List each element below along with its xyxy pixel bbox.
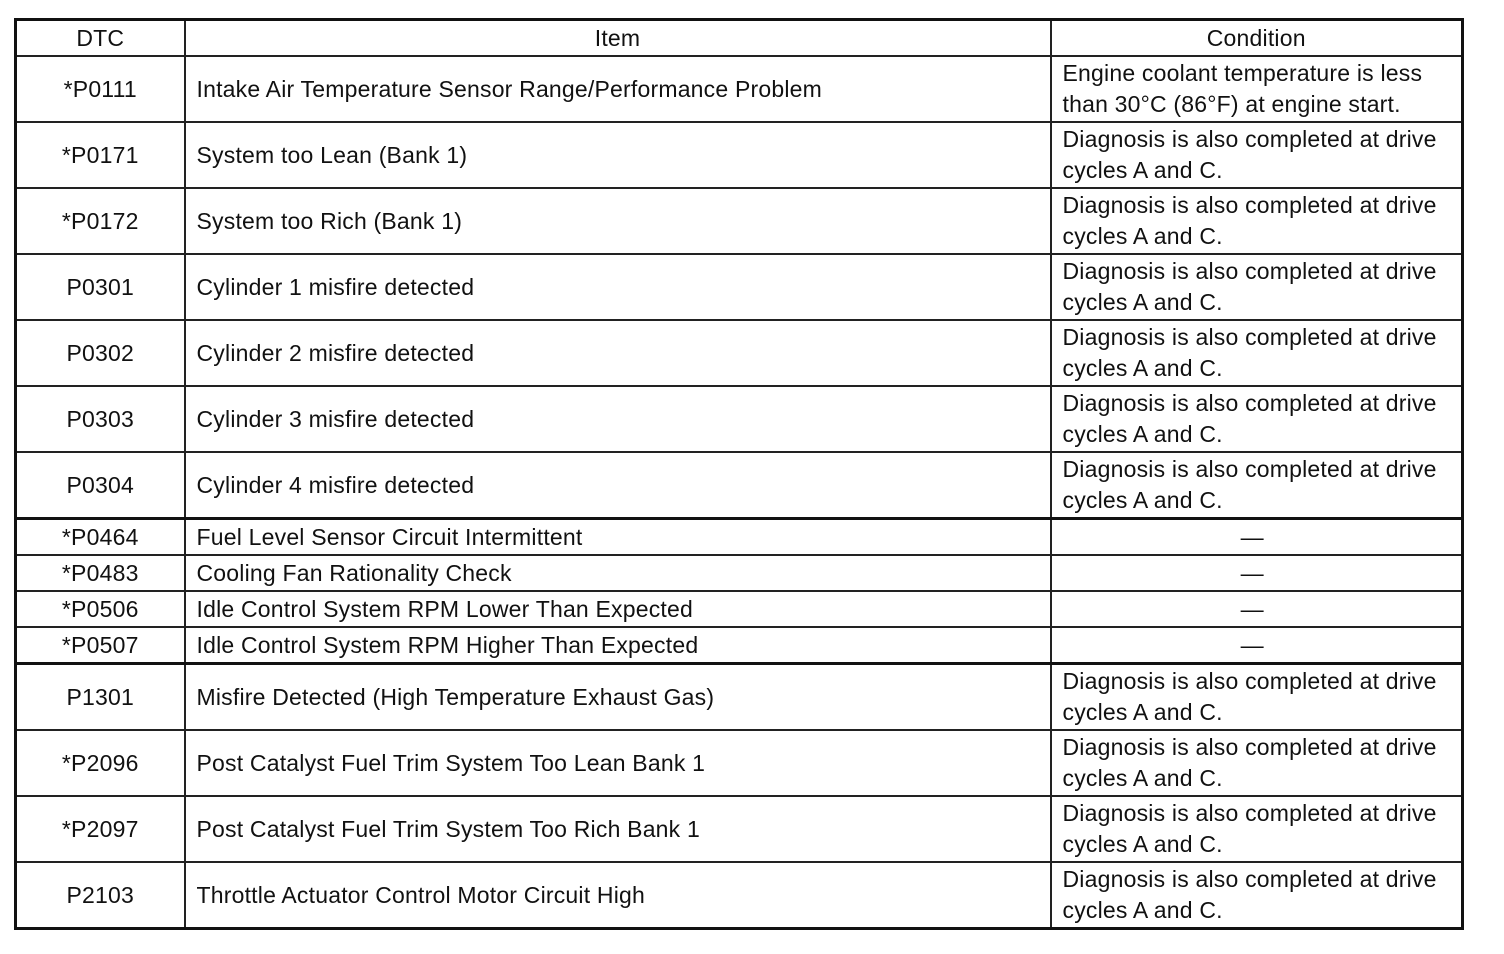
item-cell: Idle Control System RPM Higher Than Expected — [185, 627, 1051, 664]
table-row — [16, 56, 1463, 122]
dtc-cell: *P0171 — [16, 122, 185, 188]
dtc-cell: *P0172 — [16, 188, 185, 254]
header-item: Item — [185, 20, 1051, 57]
table-row — [16, 188, 1463, 254]
item-cell: Cylinder 1 misfire detected — [185, 254, 1051, 320]
condition-cell: Diagnosis is also completed at drive cycles A and C. — [1051, 386, 1463, 452]
table-row — [16, 320, 1463, 386]
item-cell: Cooling Fan Rationality Check — [185, 555, 1051, 591]
table-row — [16, 254, 1463, 320]
item-cell: Cylinder 3 misfire detected — [185, 386, 1051, 452]
table-row — [16, 862, 1463, 929]
condition-cell: — — [1051, 591, 1463, 627]
condition-cell: Diagnosis is also completed at drive cycles A and C. — [1051, 862, 1463, 929]
dtc-cell: *P0483 — [16, 555, 185, 591]
dtc-cell: *P2097 — [16, 796, 185, 862]
dtc-cell: P0301 — [16, 254, 185, 320]
dtc-cell: *P0111 — [16, 56, 185, 122]
table-row — [16, 519, 1463, 556]
item-cell: Cylinder 2 misfire detected — [185, 320, 1051, 386]
dtc-cell: P0302 — [16, 320, 185, 386]
condition-cell: — — [1051, 555, 1463, 591]
dtc-cell: *P0506 — [16, 591, 185, 627]
condition-cell: Diagnosis is also completed at drive cycles A and C. — [1051, 452, 1463, 519]
table-row — [16, 591, 1463, 627]
table-row — [16, 452, 1463, 519]
dtc-cell: P1301 — [16, 664, 185, 731]
table-row — [16, 555, 1463, 591]
dtc-table — [14, 18, 1464, 930]
dtc-cell: *P2096 — [16, 730, 185, 796]
header-condition: Condition — [1051, 20, 1463, 57]
item-cell: Cylinder 4 misfire detected — [185, 452, 1051, 519]
item-cell: Misfire Detected (High Temperature Exhaust Gas) — [185, 664, 1051, 731]
table-row — [16, 796, 1463, 862]
table-row — [16, 730, 1463, 796]
item-cell: Throttle Actuator Control Motor Circuit High — [185, 862, 1051, 929]
condition-cell: Engine coolant temperature is less than 30°C (86°F) at engine start. — [1051, 56, 1463, 122]
table-row — [16, 122, 1463, 188]
dtc-cell: P2103 — [16, 862, 185, 929]
condition-cell: — — [1051, 519, 1463, 556]
header-row — [16, 20, 1463, 57]
item-cell: Post Catalyst Fuel Trim System Too Rich Bank 1 — [185, 796, 1051, 862]
condition-cell: Diagnosis is also completed at drive cycles A and C. — [1051, 254, 1463, 320]
condition-cell: Diagnosis is also completed at drive cycles A and C. — [1051, 730, 1463, 796]
dtc-cell: P0303 — [16, 386, 185, 452]
header-dtc: DTC — [16, 20, 185, 57]
condition-cell: Diagnosis is also completed at drive cycles A and C. — [1051, 188, 1463, 254]
table-row — [16, 664, 1463, 731]
condition-cell: Diagnosis is also completed at drive cycles A and C. — [1051, 122, 1463, 188]
condition-cell: — — [1051, 627, 1463, 664]
item-cell: Post Catalyst Fuel Trim System Too Lean Bank 1 — [185, 730, 1051, 796]
item-cell: Intake Air Temperature Sensor Range/Performance Problem — [185, 56, 1051, 122]
item-cell: System too Lean (Bank 1) — [185, 122, 1051, 188]
table-row — [16, 386, 1463, 452]
condition-cell: Diagnosis is also completed at drive cycles A and C. — [1051, 664, 1463, 731]
table-row — [16, 627, 1463, 664]
condition-cell: Diagnosis is also completed at drive cycles A and C. — [1051, 320, 1463, 386]
condition-cell: Diagnosis is also completed at drive cycles A and C. — [1051, 796, 1463, 862]
item-cell: Idle Control System RPM Lower Than Expected — [185, 591, 1051, 627]
item-cell: System too Rich (Bank 1) — [185, 188, 1051, 254]
dtc-cell: *P0464 — [16, 519, 185, 556]
dtc-cell: *P0507 — [16, 627, 185, 664]
item-cell: Fuel Level Sensor Circuit Intermittent — [185, 519, 1051, 556]
dtc-cell: P0304 — [16, 452, 185, 519]
